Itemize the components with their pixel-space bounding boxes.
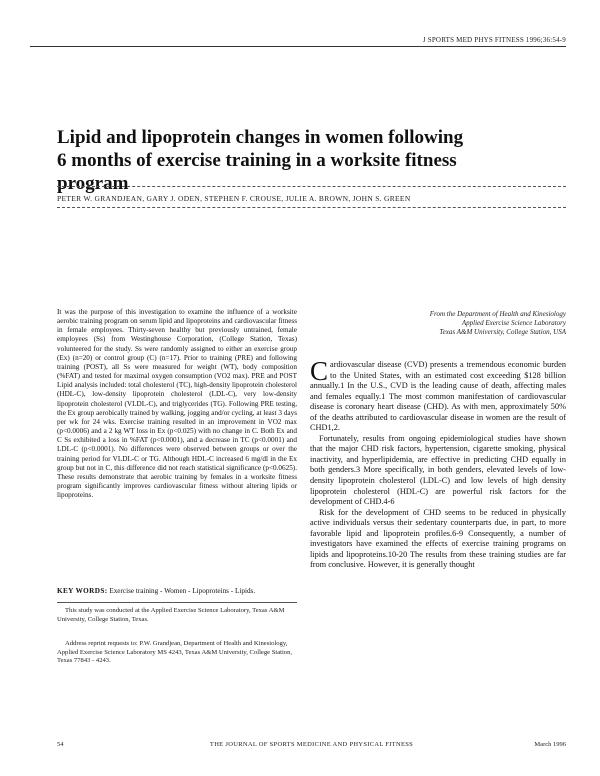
abstract <box>57 308 297 500</box>
body-text <box>310 356 566 571</box>
keywords <box>57 587 297 596</box>
page-footer <box>57 741 566 751</box>
address-note <box>57 640 297 666</box>
body-paragraph-1-text: ardiovascular disease (CVD) presents a tremendous economic burden to the United States, with an estimated cost exceeding $128 billion annually.1 In the U.S., CVD is the leading cause of death, affecting males and females equally.1 The most common manifestation of cardiovascular disease is coronary heart disease (CHD). As with men, approximately 50% of the deaths attributed to cardiovascular disease in women are the result of CHD1,2. <box>310 360 566 433</box>
body-paragraph-1 <box>310 356 566 434</box>
drop-cap: C <box>310 356 329 386</box>
body-paragraph-2: Fortunately, results from ongoing epidemiological studies have shown that the major CHD risk factors, hypertension, cigarette smoking, physical inactivity, and hyperlipidemia, are effective in predicting CHD equally in both genders.3 More specifically, in both genders, elevated levels of low-density lipoprotein cholesterol (LDL-C) and low levels of high density lipoprotein cholesterol (HDL-C) are powerful risk factors for the development of CHD.4-6 <box>310 433 566 507</box>
header-rule <box>30 46 566 47</box>
title-divider-top <box>57 186 566 187</box>
affiliation <box>326 310 566 336</box>
journal-name: THE JOURNAL OF SPORTS MEDICINE AND PHYSICAL FITNESS <box>209 741 414 748</box>
affiliation-line-1: From the Department of Health and Kinesiology <box>429 310 566 318</box>
author-list: PETER W. GRANDJEAN, GARY J. ODEN, STEPHEN F. CROUSE, JULIE A. BROWN, JOHN S. GREEN <box>57 194 411 203</box>
study-note <box>57 607 297 624</box>
running-header: J SPORTS MED PHYS FITNESS 1996;36:54-9 <box>422 36 566 44</box>
footnote-rule <box>57 602 297 603</box>
issue-date: March 1996 <box>534 741 566 748</box>
page-number: 54 <box>57 741 64 748</box>
affiliation-line-3: Texas A&M University, College Station, USA <box>439 327 566 336</box>
keywords-list: Exercise training - Women - Lipoproteins - Lipids. <box>109 587 256 595</box>
article-title: Lipid and lipoprotein changes in women following 6 months of exercise training in a worksite fitness program <box>57 127 464 194</box>
body-paragraph-3: Risk for the development of CHD seems to be reduced in physically active individuals versus their sedentary counterparts due, in part, to more favorable lipid and lipoprotein profiles.6-9 Consequently, a number of investigators have examined the effects of exercise training programs on lipids and lipoproteins.10-20 The results from these training studies are far from conclusive. However, it is generally thought <box>310 507 566 570</box>
affiliation-line-2: Applied Exercise Science Laboratory <box>461 318 566 327</box>
keywords-label: KEY WORDS: <box>57 587 108 595</box>
address-note-text: Address reprint requests to: P.W. Grandjean, Department of Health and Kinesiology, Applied Exercise Science Laboratory MS 4243, Texas A&M University, College Station, Texas 77843 - 4243. <box>57 640 293 665</box>
abstract-text: It was the purpose of this investigation to examine the influence of a worksite aerobic training program on serum lipid and lipoproteins and cardiovascular fitness in female employees. Thirty-seven healthy but previously untrained, female employees (Ss) from Westinghouse Corporation, (College Station, Texas) volunteered for the study. Ss were randomly assigned to either an exercise group (Ex) (n=20) or control group (C) (n=17). Prior to training (PRE) and following training (POST), all Ss were measured for weight (WT), body composition (%FAT) and tested for maximal oxygen consumption (VO2 max). PRE and POST Lipid analysis included: total cholesterol (TC), high-density lipoprotein cholesterol (HDL-C), low-density lipoprotein cholesterol (LDL-C), very low-density lipoprotein cholesterol (VLDL-C), and triglycerides (TG). Following PRE testing, the Ex group aerobically trained by walking, jogging and/or cycling, at least 3 days per wk for 24 wks. Exercise training resulted in an improvement in VO2 max (p<0.0006) and a 2 kg WT loss in Ex (p<0.025) with no change in C. Both Ex and C Ss exhibited a loss in %FAT (p<0.0001), and a decrease in TC (p<0.0001) and LDL-C (p<0.0001). No differences were observed between groups or over the training period for VLDL-C or TG. Although HDL-C increased 6 mg/dl in the Ex group but not in C, this difference did not reach statistical significance (p<0.0625). These results demonstrate that aerobic training by females in a worksite fitness program significantly improves cardiovascular fitness without altering lipids or lipoproteins. <box>57 308 297 500</box>
study-note-text: This study was conducted at the Applied Exercise Science Laboratory, Texas A&M University, College Station, Texas. <box>57 607 285 623</box>
title-divider-bottom <box>57 207 566 208</box>
